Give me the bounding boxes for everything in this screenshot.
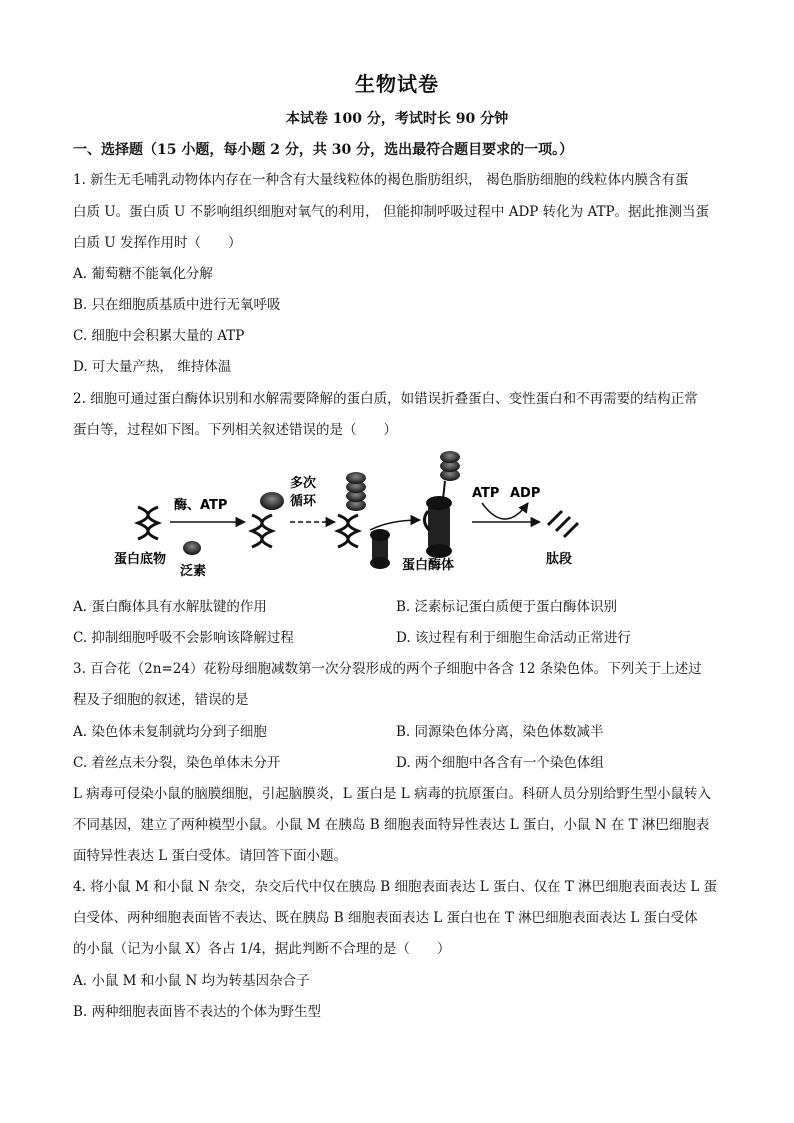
substrate-label: 蛋白底物: [114, 552, 167, 567]
adp-label: ADP: [510, 486, 541, 501]
q4-option-a: A. 小鼠 M 和小鼠 N 均为转基因杂合子: [73, 973, 310, 989]
q2-stem-line: 蛋白等，过程如下图。下列相关叙述错误的是（ ）: [73, 422, 397, 438]
q4-option-b: B. 两种细胞表面皆不表达的个体为野生型: [73, 1004, 322, 1020]
q4-stem-line: 4. 将小鼠 M 和小鼠 N 杂交，杂交后代中仅在胰岛 B 细胞表面表达 L 蛋白、仅在 T 淋巴细胞表面表达 L 蛋: [73, 879, 718, 895]
cycles-label-1: 多次: [290, 476, 317, 491]
q1-stem-line: 1. 新生无毛哺乳动物体内存在一种含有大量线粒体的褐色脂肪组织， 褐色脂肪细胞的线粒体内膜含有蛋: [73, 172, 689, 188]
passage-line: L 病毒可侵染小鼠的脑膜细胞，引起脑膜炎，L 蛋白是 L 病毒的抗原蛋白。科研人员分别给野生型小鼠转入: [73, 786, 712, 802]
q4-stem-line: 白受体、两种细胞表面皆不表达、既在胰岛 B 细胞表面表达 L 蛋白也在 T 淋巴细胞表面表达 L 蛋白受体: [73, 910, 698, 926]
q1-option-a: A. 葡萄糖不能氧化分解: [73, 266, 213, 282]
page-title: 生物试卷: [355, 72, 439, 96]
q4-stem-line: 的小鼠（记为小鼠 X）各占 1/4，据此判断不合理的是（ ）: [73, 941, 451, 957]
atp-label: ATP: [472, 486, 500, 501]
q2-option-c: C. 抑制细胞呼吸不会影响该降解过程: [73, 630, 294, 646]
peptide-fragments-icon: [548, 511, 578, 537]
q3-option-b: B. 同源染色体分离，染色体数减半: [396, 724, 604, 740]
q3-option-c: C. 着丝点未分裂，染色单体未分开: [73, 755, 281, 771]
q3-option-a: A. 染色体未复制就均分到子细胞: [73, 724, 267, 740]
ubiquitinated-substrate-icon: [252, 515, 272, 547]
q2-option-d: D. 该过程有利于细胞生命活动正常进行: [396, 630, 631, 646]
ubiquitin-label: 泛素: [180, 564, 207, 579]
proteasome-diagram: [100, 445, 600, 585]
q2-option-a: A. 蛋白酶体具有水解肽键的作用: [73, 599, 267, 615]
ubiquitin-icon: [183, 541, 201, 555]
q3-option-d: D. 两个细胞中各含有一个染色体组: [396, 755, 604, 771]
cycles-label-2: 循环: [290, 494, 317, 509]
q1-stem-line: 白质 U 发挥作用时（ ）: [73, 235, 242, 251]
curved-arrow-icon: [370, 520, 420, 530]
exam-info: 本试卷 100 分，考试时长 90 分钟: [285, 111, 509, 127]
enzyme-atp-label: 酶、ATP: [174, 498, 228, 513]
proteasome-label: 蛋白酶体: [402, 558, 455, 573]
passage-line: 不同基因，建立了两种模型小鼠。小鼠 M 在胰岛 B 细胞表面特异性表达 L 蛋白，小鼠 N 在 T 淋巴细胞表: [73, 817, 710, 833]
proteasome-with-substrate-icon: [424, 451, 460, 558]
q1-option-c: C. 细胞中会积累大量的 ATP: [73, 328, 245, 344]
section-heading: 一、选择题（15 小题，每小题 2 分，共 30 分，选出最符合题目要求的一项。）: [73, 142, 574, 158]
protein-substrate-icon: [138, 507, 158, 539]
ubiquitin-tag-icon: [260, 492, 284, 510]
peptide-label: 肽段: [546, 552, 573, 567]
passage-line: 面特异性表达 L 蛋白受体。请回答下面小题。: [73, 848, 348, 864]
proteasome-icon: [370, 529, 390, 569]
q3-stem-line: 程及子细胞的叙述，错误的是: [73, 692, 249, 708]
atp-curve-icon: [482, 503, 528, 519]
q3-stem-line: 3. 百合花（2n=24）花粉母细胞减数第一次分裂形成的两个子细胞中各含 12 条染色体。下列关于上述过: [73, 661, 702, 677]
q2-option-b: B. 泛素标记蛋白质便于蛋白酶体识别: [396, 599, 618, 615]
q1-option-b: B. 只在细胞质基质中进行无氧呼吸: [73, 297, 281, 313]
q1-stem-line: 白质 U。蛋白质 U 不影响组织细胞对氧气的利用， 但能抑制呼吸过程中 ADP 转化为 ATP。据此推测当蛋: [73, 204, 710, 220]
q2-stem-line: 2. 细胞可通过蛋白酶体识别和水解需要降解的蛋白质，如错误折叠蛋白、变性蛋白和不再需要的结构正常: [73, 391, 698, 407]
polyubiquitinated-substrate-icon: [338, 515, 358, 547]
ubiquitin-chain-icon: [346, 472, 366, 511]
q1-option-d: D. 可大量产热， 维持体温: [73, 359, 232, 375]
